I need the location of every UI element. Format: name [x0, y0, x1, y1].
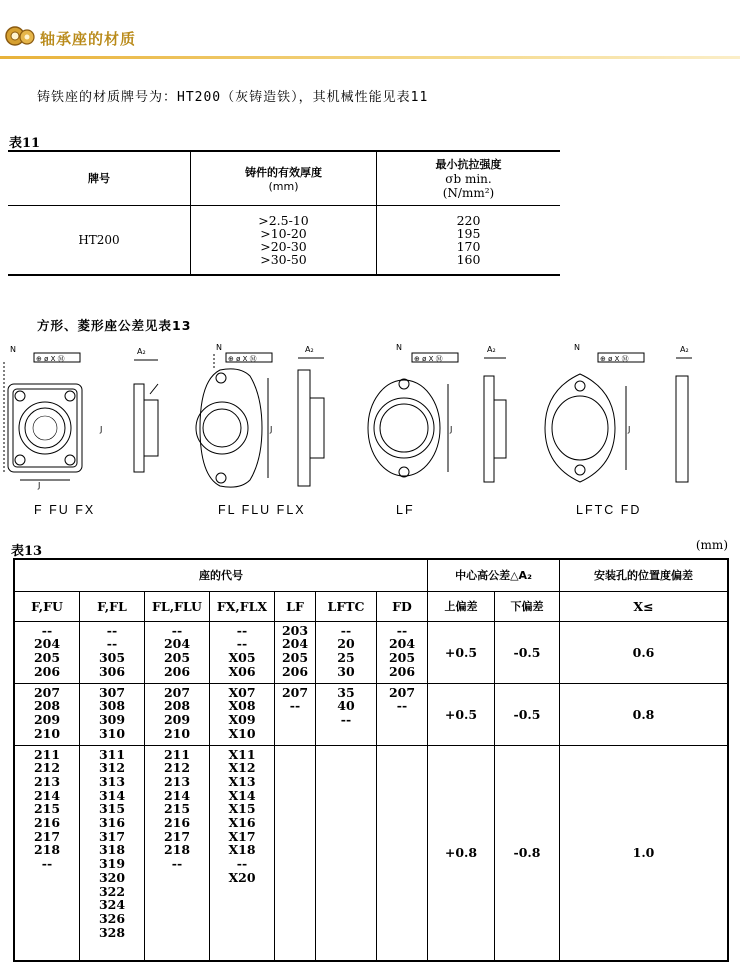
table-cell-x: 0.6 [560, 621, 729, 683]
svg-text:A₂: A₂ [137, 347, 146, 356]
svg-text:⊕ ø X Ⓜ: ⊕ ø X Ⓜ [600, 355, 629, 363]
drawing-label-lf: LF [396, 503, 415, 517]
thickness-values [191, 205, 377, 275]
x-limit-header: X≤ [560, 591, 729, 621]
table-cell [316, 745, 377, 961]
oval-housing-side-view [298, 358, 324, 486]
table-cell-value: >30-50 [260, 251, 307, 267]
svg-text:N: N [396, 343, 402, 352]
table-cell: 311 312 313 314 315 316 317 318 319 320 322 324 326 328 [80, 745, 145, 961]
table-cell-x: 0.8 [560, 683, 729, 745]
svg-text:⊕ ø X Ⓜ: ⊕ ø X Ⓜ [36, 355, 65, 363]
table11-label: 表11 [9, 136, 41, 151]
oval-housing-front-view [196, 353, 272, 487]
square-housing-front-view [4, 353, 82, 480]
table-cell-lower: -0.5 [495, 683, 560, 745]
table-cell: X11 X12 X13 X14 X15 X16 X17 X18 -- X20 [210, 745, 275, 961]
table-cell: -- 204 205 206 [14, 621, 80, 683]
drawing-label-lftc: LFTC FD [576, 503, 642, 517]
lf-housing-side-view [484, 358, 506, 482]
header-divider [0, 56, 740, 59]
center-height-header: 中心高公差△A₂ [428, 559, 560, 591]
strength-values [377, 205, 561, 275]
table-cell: -- -- X05 X06 [210, 621, 275, 683]
col-header: F,FL [80, 591, 145, 621]
bearing-housing-drawings [0, 340, 740, 520]
table-cell-value: >2.5-10 [258, 212, 309, 228]
grade-cell: HT200 [8, 205, 191, 275]
table-cell: 207 -- [275, 683, 316, 745]
page-title: 轴承座的材质 [40, 30, 137, 48]
svg-text:J: J [270, 425, 273, 434]
svg-text:J: J [450, 425, 453, 434]
col-header: FD [377, 591, 428, 621]
table-cell: 207 208 209 210 [14, 683, 80, 745]
svg-text:N: N [10, 345, 16, 354]
col-header: LF [275, 591, 316, 621]
table-cell [275, 745, 316, 961]
table-cell-value: 170 [456, 238, 481, 254]
lower-deviation-header: 下偏差 [495, 591, 560, 621]
table-cell-x: 1.0 [560, 745, 729, 961]
table-cell-value: >10-20 [260, 225, 307, 241]
table13-label: 表13 [11, 544, 43, 559]
table-cell-upper: +0.5 [428, 621, 495, 683]
table-cell-upper: +0.8 [428, 745, 495, 961]
svg-text:J: J [38, 481, 41, 490]
svg-text:A₂: A₂ [487, 345, 496, 354]
svg-text:A₂: A₂ [680, 345, 689, 354]
section-13-intro: 方形、菱形座公差见表13 [37, 318, 192, 333]
drawing-label-oval: FL FLU FLX [218, 503, 306, 517]
housing-code-header: 座的代号 [14, 559, 428, 591]
table-cell: -- 20 25 30 [316, 621, 377, 683]
table-cell: 35 40 -- [316, 683, 377, 745]
table-cell: X07 X08 X09 X10 [210, 683, 275, 745]
drawing-label-square: F FU FX [34, 503, 96, 517]
table-row [14, 621, 728, 683]
table-cell: 211 212 213 214 215 216 217 218 -- [14, 745, 80, 961]
table-row [14, 683, 728, 745]
thickness-header: 铸件的有效厚度 (mm) [191, 151, 377, 205]
svg-text:J: J [100, 425, 103, 434]
lf-housing-front-view [368, 353, 458, 477]
table-cell: 211 212 213 214 215 216 217 218 -- [145, 745, 210, 961]
lftc-housing-front-view [545, 353, 644, 482]
table-cell: 307 308 309 310 [80, 683, 145, 745]
table-11 [8, 150, 560, 276]
table-cell-value: 220 [456, 212, 481, 228]
svg-text:N: N [574, 343, 580, 352]
table-cell-lower: -0.8 [495, 745, 560, 961]
square-housing-side-view [134, 360, 158, 472]
svg-text:⊕ ø X Ⓜ: ⊕ ø X Ⓜ [414, 355, 443, 363]
position-deviation-header: 安装孔的位置度偏差 [560, 559, 729, 591]
svg-text:A₂: A₂ [305, 345, 314, 354]
table-row [14, 745, 728, 961]
table-13 [13, 558, 729, 962]
table-cell: 203 204 205 206 [275, 621, 316, 683]
table-cell-lower: -0.5 [495, 621, 560, 683]
table-cell-value: >20-30 [260, 238, 307, 254]
table-cell-value: 160 [456, 251, 481, 267]
col-header: FX,FLX [210, 591, 275, 621]
col-header: FL,FLU [145, 591, 210, 621]
table13-unit: (mm) [695, 538, 728, 552]
svg-text:N: N [216, 343, 222, 352]
grade-header: 牌号 [8, 151, 191, 205]
intro-text: 铸铁座的材质牌号为：HT200（灰铸造铁），其机械性能见表11 [37, 90, 429, 105]
table-cell: 207 208 209 210 [145, 683, 210, 745]
svg-text:⊕ ø X Ⓜ: ⊕ ø X Ⓜ [228, 355, 257, 363]
svg-text:J: J [628, 425, 631, 434]
bearing-logo-icon [4, 25, 38, 47]
lftc-housing-side-view [676, 358, 692, 482]
table-cell-upper: +0.5 [428, 683, 495, 745]
table-cell: -- -- 305 306 [80, 621, 145, 683]
table-cell: -- 204 205 206 [377, 621, 428, 683]
col-header: F,FU [14, 591, 80, 621]
upper-deviation-header: 上偏差 [428, 591, 495, 621]
col-header: LFTC [316, 591, 377, 621]
strength-header: 最小抗拉强度 σb min. (N/mm²) [377, 151, 561, 205]
table-cell-value: 195 [456, 225, 481, 241]
table-cell: -- 204 205 206 [145, 621, 210, 683]
table-cell [377, 745, 428, 961]
table-cell: 207 -- [377, 683, 428, 745]
section-header [0, 22, 740, 52]
